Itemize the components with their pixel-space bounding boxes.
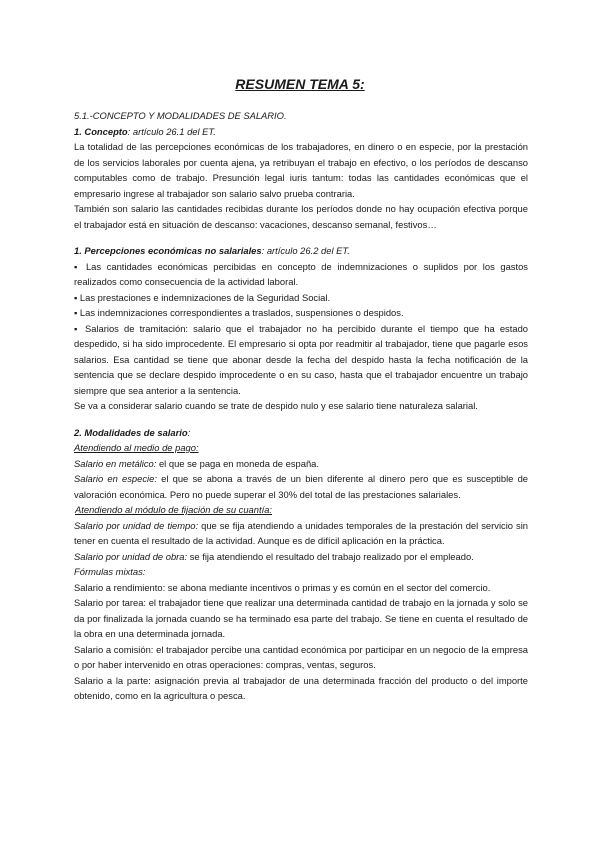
especie-paragraph: Salario en especie: el que se abona a través de un bien diferente al dinero pero que es susceptible de valoración económica. Pero no puede superar el 30% del total de las prestaciones salariales. <box>74 473 528 500</box>
concepto-paragraph-2: También son salario las cantidades recibidas durante los períodos donde no hay ocupación efectiva porque el trabajador está en situación de descanso: vacaciones, descanso semanal, festivos… <box>74 203 528 230</box>
list-item: Salario a la parte: asignación previa al trabajador de una determinada fracción del producto o del importe obtenido, como en la agricultura o pesca. <box>74 674 528 701</box>
obra-paragraph: Salario por unidad de obra: se fija atendiendo el resultado del trabajo realizado por el empleado. <box>74 550 474 562</box>
obra-term: Salario por unidad de obra: <box>74 550 188 562</box>
section-heading: 5.1.-CONCEPTO Y MODALIDADES DE SALARIO. <box>74 110 287 121</box>
concepto-paragraph-1: La totalidad de las percepciones económicas de los trabajadores, en dinero o en especie, por la prestación de los servicios laborales por cuenta ajena, ya retribuyan el trabajo en efectivo, o los períodos de descanso computables como de trabajo. Presunción legal iuris tantum: todas las cantidades económicas que el empresario ingrese al trabajador son salario salvo prueba contraria. <box>74 141 528 199</box>
concepto-label: 1. Concepto <box>74 125 128 137</box>
metalico-paragraph: Salario en metálico: el que se paga en moneda de españa. <box>74 457 319 469</box>
list-item: ▪ Las cantidades económicas percibidas en concepto de indemnizaciones o suplidos por los gastos realizados como consecuencia de la actividad laboral. <box>74 260 528 287</box>
tiempo-term: Salario por unidad de tiempo: <box>74 519 199 531</box>
list-item: ▪ Las prestaciones e indemnizaciones de la Seguridad Social. <box>74 291 331 303</box>
list-item: Salario por tarea: el trabajador tiene que realizar una determinada cantidad de trabajo en la jornada y solo se da por finalizada la jornada cuando se ha terminado esa parte del trabajo. Se tiene en cuenta el resultado de la obra en una determinada jornada. <box>74 597 528 639</box>
concepto-ref: : artículo 26.1 del ET. <box>127 125 216 137</box>
metalico-term: Salario en metálico: <box>74 457 157 469</box>
tiempo-paragraph: Salario por unidad de tiempo: que se fija atendiendo a unidades temporales de la prestación del servicio sin tener en cuenta el resultado de la actividad. Aunque es de difícil aplicación en la práctica. <box>74 519 528 546</box>
list-item: ▪ Salarios de tramitación: salario que el trabajador no ha percibido durante el tiempo que ha estado despedido, si ha sido improcedente. El empresario si opta por readmitir al trabajador, tiene que pagarle esos salarios. Esa cantidad se tiene que abonar desde la fecha del despido hasta la fecha notificación de la sentencia que se declare despido improcedente o en su caso, hasta que el trabajador encuentre un trabajo siempre que sea anterior a la sentencia. <box>74 322 528 396</box>
document-body <box>74 108 528 704</box>
modulo-heading: Atendiendo al módulo de fijación de su cuantía: <box>75 504 273 515</box>
list-item: ▪ Las indemnizaciones correspondientes a traslados, suspensiones o despidos. <box>74 307 404 318</box>
modalidades-label: 2. Modalidades de salario <box>74 426 188 438</box>
page-title: RESUMEN TEMA 5: <box>235 76 365 92</box>
concepto-heading <box>74 124 528 140</box>
especie-term: Salario en especie: <box>74 473 157 484</box>
no-salariales-label: 1. Percepciones económicas no salariales <box>74 245 262 256</box>
list-item: Salario a comisión: el trabajador percibe una cantidad económica por participar en un negocio de la empresa o por haber intervenido en otras operaciones: compras, ventas, seguros. <box>74 643 528 670</box>
list-item: Salario a rendimiento: se abona mediante incentivos o primas y es común en el sector del comercio. <box>74 581 491 593</box>
no-salariales-closing: Se va a considerar salario cuando se trate de despido nulo y ese salario tiene naturaleza salarial. <box>74 400 478 411</box>
modalidades-heading: 2. Modalidades de salario: <box>74 426 191 438</box>
no-salariales-heading <box>74 243 528 259</box>
no-salariales-ref: : artículo 26.2 del ET. <box>261 245 350 256</box>
mixtas-heading: Fórmulas mixtas: <box>74 566 146 577</box>
medio-pago-heading: Atendiendo al medio de pago: <box>74 442 199 453</box>
